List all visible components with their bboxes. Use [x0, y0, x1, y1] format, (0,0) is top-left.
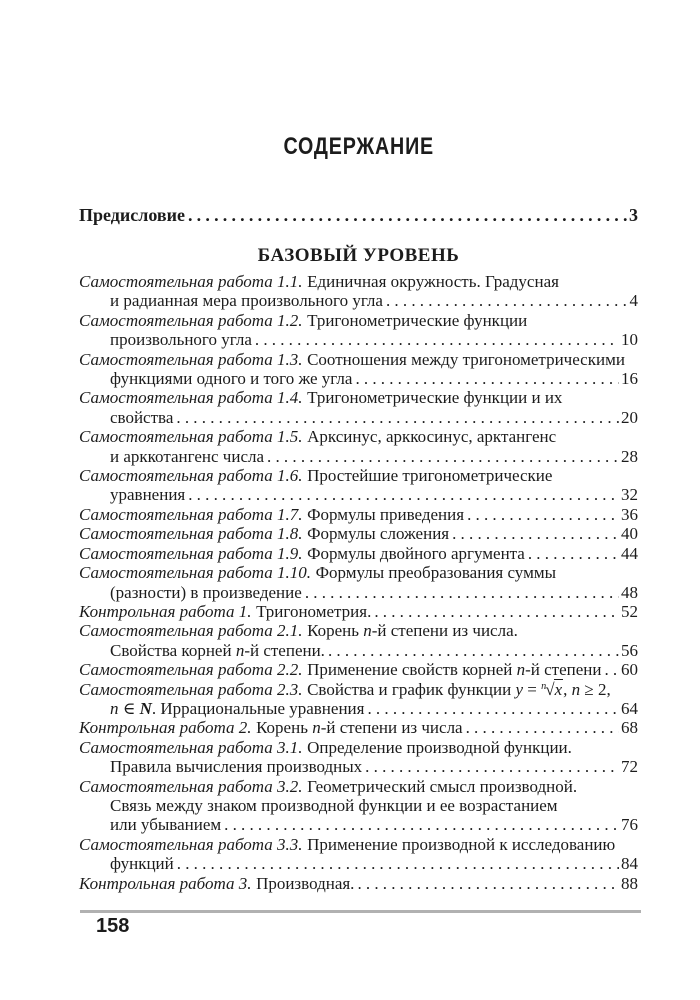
text-run: , — [563, 679, 572, 699]
text-run: -й степени — [525, 660, 602, 680]
page-number: 28 — [621, 446, 638, 466]
toc-entry — [79, 272, 638, 311]
toc-entry-label: Контрольная работа 3. — [79, 873, 252, 893]
toc-entry-label: Самостоятельная работа 2.2. — [79, 660, 303, 680]
toc-line-text — [79, 563, 556, 582]
toc-line-text — [79, 621, 518, 640]
toc-entry-label: Самостоятельная работа 1.10. — [79, 563, 311, 583]
text-run: n — [516, 660, 526, 680]
toc-line — [79, 544, 638, 563]
text-run: n — [235, 640, 245, 660]
section-heading: БАЗОВЫЙ УРОВЕНЬ — [257, 245, 460, 266]
toc-line-text — [79, 602, 371, 621]
text-run: Корень — [256, 718, 313, 738]
dot-leader — [452, 524, 619, 543]
dot-leader — [604, 660, 619, 679]
toc-line-text — [110, 641, 325, 660]
page-number: 10 — [621, 330, 638, 350]
text-run: уравнения — [110, 485, 186, 505]
page-number: 72 — [621, 757, 638, 777]
dot-leader — [255, 330, 619, 349]
text-run: Свойства и график функции — [307, 679, 516, 699]
toc-entry — [79, 466, 638, 505]
text-run: n — [541, 681, 547, 693]
toc-line — [79, 583, 638, 602]
toc-line — [79, 291, 638, 310]
toc-line-text — [110, 447, 264, 466]
footer-page-number: 158 — [96, 915, 130, 937]
toc-line-text — [79, 874, 354, 893]
text-run: произвольного угла — [110, 330, 252, 350]
toc-entry-label: Самостоятельная работа 2.1. — [79, 621, 303, 641]
toc-line — [79, 447, 638, 466]
text-run: функциями одного и того же угла — [110, 369, 353, 389]
toc-line-text — [79, 738, 572, 757]
toc-line-text — [79, 272, 559, 291]
page-number: 40 — [621, 524, 638, 544]
toc-line — [79, 815, 638, 834]
toc-entry-label: Контрольная работа 2. — [79, 718, 252, 738]
text-run: Корень — [307, 621, 364, 641]
toc-entry — [79, 563, 638, 602]
text-run: n — [110, 698, 119, 718]
toc-entry-label: Самостоятельная работа 1.7. — [79, 504, 303, 524]
text-run: Производная. — [256, 873, 355, 893]
text-run: n — [312, 718, 321, 738]
toc-list — [79, 272, 638, 893]
toc-entry — [79, 777, 638, 835]
toc-line-text — [79, 544, 525, 563]
preface-label: Предисловие — [79, 205, 185, 225]
text-run: Геометрический смысл производной. — [307, 776, 578, 796]
toc-line — [79, 621, 638, 640]
toc-entry — [79, 505, 638, 524]
toc-entry — [79, 602, 638, 621]
text-run: Применение производной к исследованию — [307, 834, 616, 854]
toc-line-text — [110, 330, 252, 349]
page-number: 64 — [621, 698, 638, 718]
text-run: x — [554, 679, 563, 699]
dot-leader — [528, 544, 619, 563]
toc-entry-label: Самостоятельная работа 1.4. — [79, 388, 303, 408]
toc-line-text — [79, 427, 556, 446]
text-run: свойства — [110, 407, 174, 427]
text-run: N — [139, 698, 152, 718]
text-run: Арксинус, арккосинус, арктангенс — [307, 427, 557, 447]
dot-leader — [176, 408, 619, 427]
toc-line-text — [79, 505, 464, 524]
toc-line — [79, 330, 638, 349]
text-run: n — [363, 621, 372, 641]
text-run: Соотношения между тригонометрическими — [307, 349, 625, 369]
toc-line — [79, 738, 638, 757]
page-number: 48 — [621, 582, 638, 602]
toc-line-text — [110, 583, 302, 602]
text-run: √ — [545, 679, 555, 699]
toc-line-text — [110, 485, 185, 504]
text-run: Тригонометрические функции — [307, 310, 528, 330]
toc-entry — [79, 350, 638, 389]
toc-entry-label: Самостоятельная работа 3.3. — [79, 834, 303, 854]
toc-entry — [79, 524, 638, 543]
toc-entry-label: Самостоятельная работа 1.5. — [79, 427, 303, 447]
toc-line-text — [79, 718, 463, 737]
toc-line — [79, 505, 638, 524]
text-run: Правила вычисления производных — [110, 757, 363, 777]
toc-entry-label: Самостоятельная работа 1.9. — [79, 543, 303, 563]
toc-entry — [79, 680, 638, 719]
dot-leader — [188, 485, 619, 504]
toc-entry-label: Самостоятельная работа 1.6. — [79, 466, 303, 486]
text-run: Формулы преобразования суммы — [315, 563, 557, 583]
toc-entry — [79, 874, 638, 893]
toc-line — [79, 485, 638, 504]
text-run: и радианная мера произвольного угла — [110, 291, 383, 311]
text-run: . Иррациональные уравнения — [151, 698, 365, 718]
page-title: СОДЕРЖАНИЕ — [283, 133, 434, 160]
toc-line-text — [110, 815, 221, 834]
toc-entry-label: Контрольная работа 1. — [79, 601, 252, 621]
dot-leader — [177, 854, 619, 873]
toc-entry-label: Самостоятельная работа 1.1. — [79, 272, 303, 291]
toc-entry-label: Самостоятельная работа 3.1. — [79, 737, 303, 757]
page-number: 88 — [621, 873, 638, 893]
dot-leader — [224, 815, 619, 834]
toc-entry — [79, 544, 638, 563]
text-run: ∈ — [118, 698, 140, 718]
toc-line-text — [79, 777, 577, 796]
text-run: -й степени из числа. — [371, 621, 518, 641]
toc-line — [79, 466, 638, 485]
text-run: Применение свойств корней — [307, 660, 517, 680]
toc-line-text — [79, 350, 625, 369]
toc-entry — [79, 621, 638, 660]
toc-line — [79, 835, 638, 854]
toc-entry — [79, 311, 638, 350]
dot-leader — [357, 874, 619, 893]
toc-line-text — [110, 796, 558, 815]
text-run: = — [523, 679, 542, 699]
toc-entry-label: Самостоятельная работа 3.2. — [79, 776, 303, 796]
toc-line-text — [110, 291, 383, 310]
dot-leader — [188, 205, 627, 225]
page-number: 76 — [621, 815, 638, 835]
toc-line — [79, 311, 638, 330]
toc-line — [79, 272, 638, 291]
toc-line — [79, 408, 638, 427]
page-content — [79, 0, 638, 893]
toc-line-text — [110, 369, 352, 388]
page-number: 36 — [621, 504, 638, 524]
toc-line — [79, 757, 638, 776]
toc-line-text — [110, 854, 174, 873]
text-run: Тригонометрия. — [256, 601, 372, 621]
text-run: ≥ 2, — [580, 679, 611, 699]
text-run: Простейшие тригонометрические — [307, 466, 553, 486]
toc-entry — [79, 660, 638, 679]
text-run: или убыванием — [110, 815, 222, 835]
text-run: Определение производной функции. — [307, 737, 572, 757]
toc-line — [79, 718, 638, 737]
dot-leader — [467, 505, 619, 524]
toc-entry-label: Самостоятельная работа 2.3. — [79, 679, 303, 699]
page-number: 84 — [621, 854, 638, 874]
toc-line — [79, 602, 638, 621]
toc-line-text — [79, 680, 611, 699]
text-run: Свойства корней — [110, 640, 236, 660]
toc-line — [79, 427, 638, 446]
page-number: 20 — [621, 407, 638, 427]
toc-line — [79, 874, 638, 893]
text-run: Формулы двойного аргумента — [307, 543, 525, 563]
footer-rule — [80, 910, 641, 913]
text-run: Формулы сложения — [307, 524, 450, 544]
dot-leader — [374, 602, 619, 621]
toc-entry-label: Самостоятельная работа 1.2. — [79, 310, 303, 330]
toc-line-text — [79, 466, 552, 485]
toc-entry — [79, 718, 638, 737]
page-number: 56 — [621, 640, 638, 660]
toc-line — [79, 350, 638, 369]
toc-line — [79, 680, 638, 699]
toc-line — [79, 369, 638, 388]
text-run: Формулы приведения — [307, 504, 465, 524]
title-wrap — [79, 135, 638, 162]
dot-leader — [466, 718, 619, 737]
toc-line-text — [79, 311, 527, 330]
page-number: 68 — [621, 718, 638, 738]
toc-line-text — [79, 524, 449, 543]
page-number: 16 — [621, 369, 638, 389]
page-number: 32 — [621, 485, 638, 505]
toc-entry — [79, 835, 638, 874]
toc-entry-label: Самостоятельная работа 1.8. — [79, 524, 303, 544]
text-run: и арккотангенс числа — [110, 446, 265, 466]
toc-entry — [79, 388, 638, 427]
toc-line-text — [110, 757, 362, 776]
page-number: 60 — [621, 660, 638, 680]
toc-line-text — [110, 408, 173, 427]
toc-line — [79, 388, 638, 407]
toc-line-text — [110, 699, 364, 718]
dot-leader — [386, 291, 628, 310]
toc-line-text — [79, 835, 615, 854]
toc-line-text — [79, 660, 601, 679]
dot-leader — [305, 583, 619, 602]
text-run: y — [515, 679, 524, 699]
toc-entry — [79, 427, 638, 466]
page-number: 52 — [621, 601, 638, 621]
toc-line — [79, 563, 638, 582]
toc-line — [79, 699, 638, 718]
text-run: -й степени. — [244, 640, 325, 660]
text-run: n — [571, 679, 581, 699]
toc-line — [79, 660, 638, 679]
page-number: 4 — [629, 291, 638, 311]
dot-leader — [328, 641, 619, 660]
text-run: Связь между знаком производной функции и ее возрастанием — [110, 795, 558, 815]
text-run: Тригонометрические функции и их — [307, 388, 563, 408]
dot-leader — [367, 699, 619, 718]
page-number: 3 — [629, 205, 638, 225]
page-number: 44 — [621, 543, 638, 563]
toc-entry — [79, 738, 638, 777]
toc-entry-label: Самостоятельная работа 1.3. — [79, 349, 303, 369]
dot-leader — [355, 369, 619, 388]
toc-line — [79, 796, 638, 815]
toc-line — [79, 777, 638, 796]
text-run: Единичная окружность. Градусная — [307, 272, 559, 291]
preface-row — [79, 205, 638, 225]
dot-leader — [267, 447, 619, 466]
text-run: -й степени из числа — [320, 718, 463, 738]
text-run: функций — [110, 854, 174, 874]
toc-line — [79, 854, 638, 873]
toc-line — [79, 641, 638, 660]
toc-line — [79, 524, 638, 543]
toc-line-text — [79, 388, 562, 407]
dot-leader — [365, 757, 619, 776]
text-run: (разности) в произведение — [110, 582, 302, 602]
